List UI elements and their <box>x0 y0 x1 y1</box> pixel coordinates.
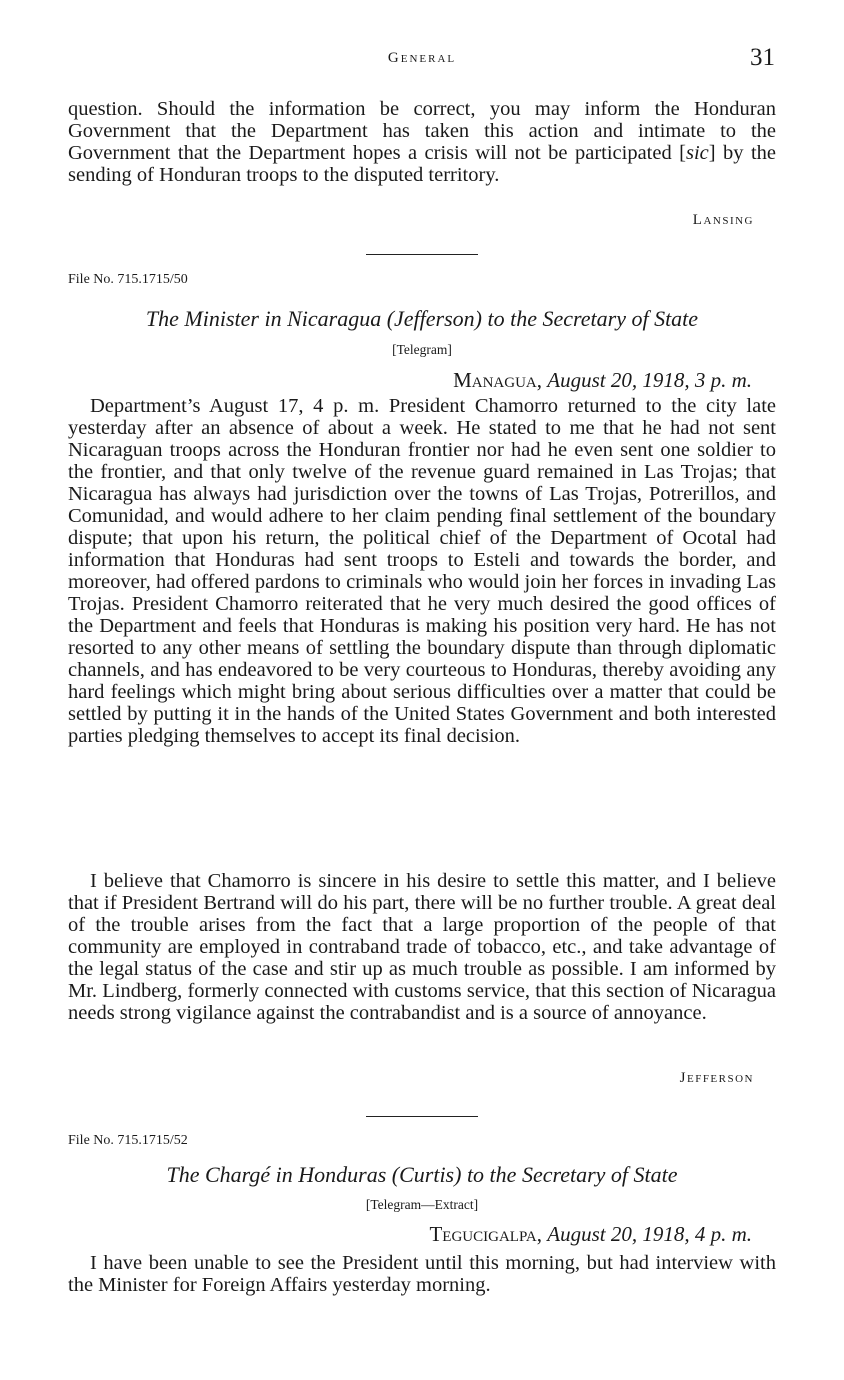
telegram-paragraph-1: Department’s August 17, 4 p. m. President Chamorro returned to the city late yesterday after an absence of about a week. He stated to me that he had not sent Nicaraguan troops across the Honduran frontier nor had he even sent one soldier to the frontier, and that only twelve of the revenue guard remained in Las Trojas; that Nicaragua has always had jurisdiction over the towns of Las Trojas, Potrerillos, and Comunidad, and would adhere to her claim pending final settlement of the boundary dispute; that upon his return, the political chief of the Department of Ocotal had information that Honduras had sent troops to Esteli and towards the border, and moreover, had offered pardons to criminals who would join her forces in invading Las Trojas. President Chamorro reiterated that he very much desired the good offices of the Department and feels that Honduras is making his position very hard. He has not resorted to any other means of settling the boundary dispute than through diplomatic channels, and has endeavored to be very courteous to Honduras, thereby avoiding any hard feelings which might bring about serious difficulties over a matter that could be settled by putting it in the hands of the United States Government and both interested parties pledging themselves to accept its final decision. <box>68 395 776 747</box>
dateline-date-2: August 20, 1918, 4 p. m. <box>547 1222 752 1246</box>
dateline-2 <box>429 1222 752 1247</box>
continuation-text-before: question. Should the information be correct, you may inform the Honduran Government that the Department has taken this action and intimate to the Government that the Department hopes a crisis will not be participated [ <box>68 98 776 164</box>
document-heading-2: The Chargé in Honduras (Curtis) to the Secretary of State <box>166 1162 678 1187</box>
signature-lansing: Lansing <box>692 212 754 228</box>
continuation-text-after: ] by the sending of Honduran troops to the disputed territory. <box>68 142 776 186</box>
document-heading-1: The Minister in Nicaragua (Jefferson) to the Secretary of State <box>145 306 699 331</box>
file-number-2: File No. 715.1715/52 <box>68 1133 188 1148</box>
telegram-label-1: [Telegram] <box>392 342 452 357</box>
section-divider <box>366 254 478 255</box>
file-number-1: File No. 715.1715/50 <box>68 272 188 287</box>
running-title: General <box>387 50 457 66</box>
dateline-place-2: Tegucigalpa, <box>429 1222 542 1246</box>
dateline-place-1: Managua, <box>453 368 542 392</box>
continuation-paragraph <box>68 98 776 186</box>
sic-note: sic <box>685 142 709 164</box>
telegram-paragraph-2: I believe that Chamorro is sincere in his desire to settle this matter, and I believe that if President Bertrand will do his part, there will be no further trouble. A great deal of the trouble arises from the fact that a large proportion of the people of that community are employed in contraband trade of tobacco, etc., and take advantage of the legal status of the case and stir up as much trouble as possible. I am informed by Mr. Lindberg, formerly connected with customs service, that this section of Nicaragua needs strong vigilance against the contrabandist and is a source of annoyance. <box>68 870 776 1024</box>
telegram-paragraph-3: I have been unable to see the President until this morning, but had interview with the Minister for Foreign Affairs yesterday morning. <box>68 1252 776 1296</box>
page-number: 31 <box>750 44 775 71</box>
signature-jefferson: Jefferson <box>679 1070 754 1086</box>
dateline-1 <box>453 368 752 393</box>
dateline-date-1: August 20, 1918, 3 p. m. <box>547 368 752 392</box>
telegram-label-2: [Telegram—Extract] <box>365 1197 479 1212</box>
section-divider <box>366 1116 478 1117</box>
